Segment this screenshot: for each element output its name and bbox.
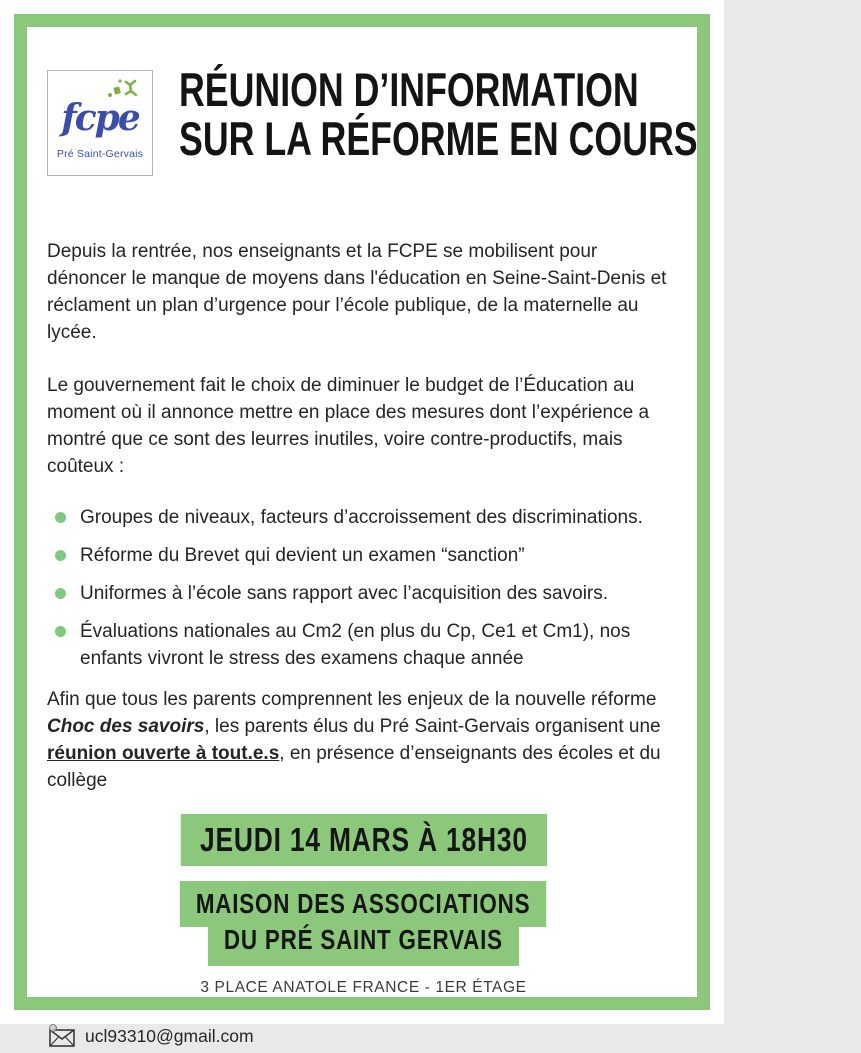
list-item-text: Uniformes à l’école sans rapport avec l’acquisition des savoirs. — [80, 583, 609, 604]
closing-text-2: , les parents élus du Pré Saint-Gervais organisent une — [204, 716, 661, 737]
contact-email[interactable]: ucl93310@gmail.com — [85, 1025, 254, 1046]
event-section — [47, 814, 680, 997]
venue-line-1: MAISON DES ASSOCIATIONS — [180, 881, 547, 927]
envelope-icon — [47, 1024, 77, 1048]
page-title — [179, 63, 861, 165]
meeting-phrase: réunion ouverte à tout.e.s — [47, 743, 280, 764]
event-address: 3 PLACE ANATOLE FRANCE - 1ER ÉTAGE — [200, 979, 527, 996]
list-item — [47, 618, 680, 672]
bullet-dot-icon — [55, 550, 66, 561]
event-datetime-banner: JEUDI 14 MARS À 18H30 — [180, 814, 546, 866]
list-item-text: Groupes de niveaux, facteurs d’accroissement des discriminations. — [80, 507, 643, 528]
closing-text-1: Afin que tous les parents comprennent les enjeux de la nouvelle réforme — [47, 689, 657, 710]
event-venue-banner — [47, 881, 680, 966]
fcpe-logo-subtitle: Pré Saint-Gervais — [56, 148, 144, 160]
closing-paragraph — [47, 686, 680, 794]
title-line-1: RÉUNION D’INFORMATION — [179, 63, 639, 116]
fcpe-logo-text: fcpe — [61, 97, 139, 139]
intro-paragraph: Depuis la rentrée, nos enseignants et la FCPE se mobilisent pour dénoncer le manque de moyens dans l'éducation en Seine-Saint-Denis et réclament un plan d’urgence pour l’école publique, de la maternelle au lycée. — [47, 241, 667, 343]
list-item — [47, 504, 680, 531]
header — [47, 58, 698, 176]
list-item — [47, 542, 680, 569]
bullet-dot-icon — [55, 626, 66, 637]
list-item — [47, 580, 680, 607]
svg-text:@: @ — [50, 1026, 56, 1033]
list-item-text: Évaluations nationales au Cm2 (en plus du Cp, Ce1 et Cm1), nos enfants vivront le stress des examens chaque année — [80, 621, 631, 669]
jumping-figure-icon — [102, 79, 142, 114]
measures-list — [47, 504, 680, 672]
bullet-dot-icon — [55, 512, 66, 523]
contact-row — [47, 1024, 680, 1048]
reform-name: Choc des savoirs — [47, 716, 205, 737]
bullet-dot-icon — [55, 588, 66, 599]
venue-line-2: DU PRÉ SAINT GERVAIS — [208, 926, 519, 966]
list-item-text: Réforme du Brevet qui devient un examen “sanction” — [80, 545, 525, 566]
title-line-2: SUR LA RÉFORME EN COURS — [179, 112, 698, 165]
fcpe-logo — [47, 70, 153, 176]
closing-text-3: , en présence d’enseignants des écoles et du collège — [47, 743, 661, 791]
context-paragraph: Le gouvernement fait le choix de diminuer le budget de l’Éducation au moment où il annonce mettre en place des mesures dont l’expérience a montré que ce sont des leurres inutiles, voire contre-productifs, mais coûteux : — [47, 375, 650, 477]
